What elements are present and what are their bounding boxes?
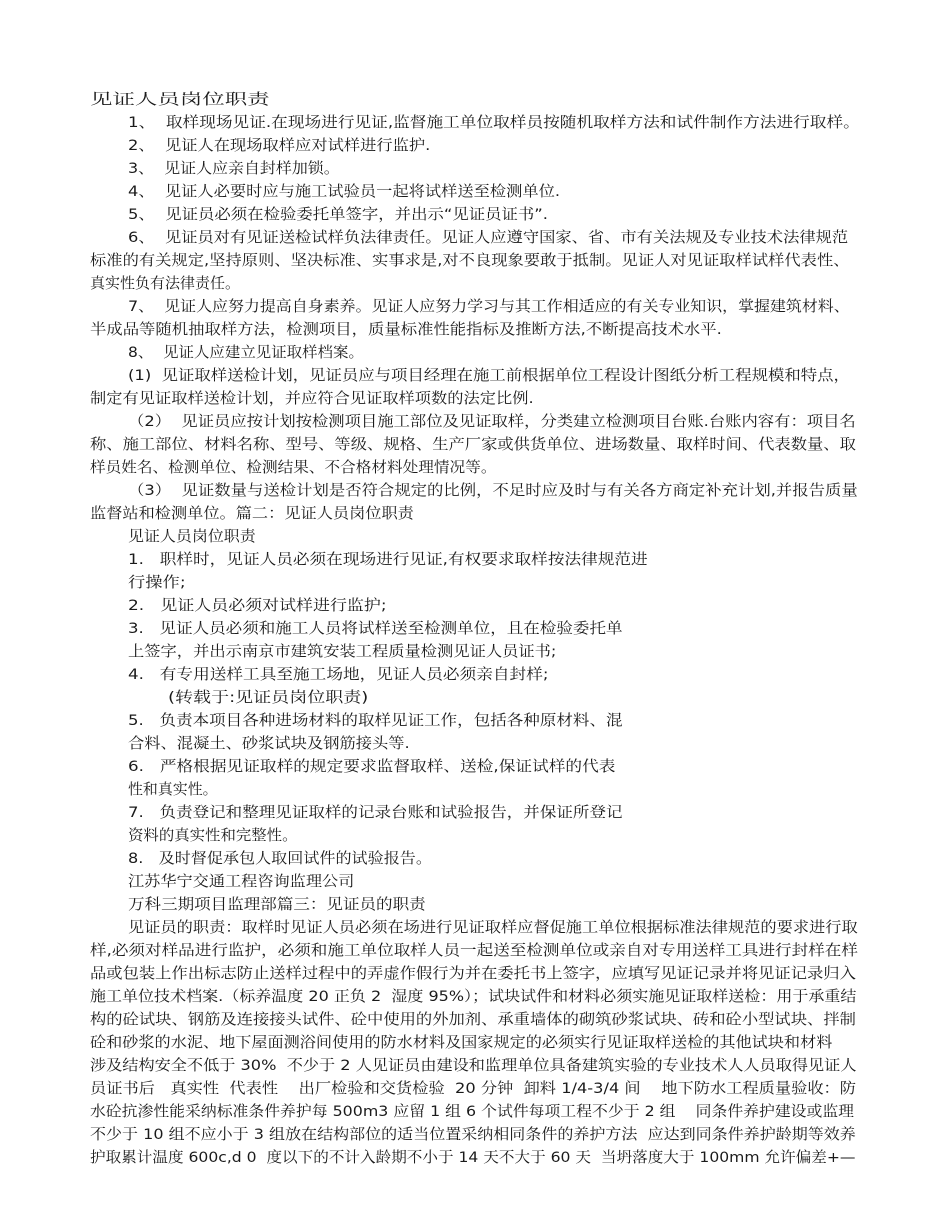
- text-line: 涉及结构安全不低于 30% 不少于 2 人见证员由建设和监理单位具备建筑实验的专业技术人人员取得见证人: [90, 1057, 857, 1074]
- text-line: 7. 负责登记和整理见证取样的记录台账和试验报告，并保证所登记: [128, 804, 623, 821]
- section-title: 见证人员岗位职责: [128, 528, 256, 545]
- text-line: 砼和砂浆的水泥、地下屋面测浴间使用的防水材料及国家规定的必须实行见证取样送检的其他试块和材料: [90, 1034, 833, 1051]
- text-line: 样员姓名、检测单位、检测结果、不合格材料处理情况等。: [90, 459, 497, 476]
- text-line: 6. 严格根据见证取样的规定要求监督取样、送检,保证试样的代表: [128, 758, 616, 775]
- text-line: 称、施工部位、材料名称、型号、等级、规格、生产厂家或供货单位、进场数量、取样时间、代表数量、取: [90, 436, 856, 453]
- text-line: 护取累计温度 600c,d 0 度以下的不计入龄期不小于 14 天不大于 60 天 当坍落度大于 100mm 允许偏差+—: [90, 1149, 856, 1166]
- text-line: 5. 负责本项目各种进场材料的取样见证工作，包括各种原材料、混: [128, 712, 623, 729]
- text-line: 施工单位技术档案.（标养温度 20 正负 2 湿度 95%）；试块试件和材料必须实施见证取样送检：用于承重结: [90, 988, 857, 1005]
- text-line: 标准的有关规定,坚持原则、坚决标准、实事求是,对不良现象要敢于抵制。见证人对见证取样试样代表性、: [90, 252, 850, 269]
- text-line: 合料、混凝土、砂浆试块及钢筋接头等.: [128, 735, 410, 752]
- text-line: 品或包装上作出标志防止送样过程中的弄虚作假行为并在委托书上签字，应填写见证记录并将见证记录归入: [90, 965, 856, 982]
- text-line: 5、 见证员必须在检验委托单签字，并出示“见证员证书”.: [128, 206, 548, 223]
- text-line: 8. 及时督促承包人取回试件的试验报告。: [128, 850, 432, 867]
- company-name: 江苏华宁交通工程咨询监理公司: [128, 873, 355, 890]
- text-line: 行操作;: [128, 574, 186, 591]
- text-line: 水砼抗渗性能采纳标准条件养护每 500m3 应留 1 组 6 个试件每项工程不少于 2 组 同条件养护建设或监理: [90, 1103, 855, 1120]
- text-line: 3、 见证人应亲自封样加锁。: [128, 160, 340, 177]
- text-line: 1. 职样时，见证人员必须在现场进行见证,有权要求取样按法律规范进: [128, 551, 648, 568]
- text-line: 1、 取样现场见证.在现场进行见证,监督施工单位取样员按随机取样方法和试件制作方法进行取样。: [128, 114, 860, 131]
- text-line: （3） 见证数量与送检计划是否符合规定的比例，不足时应及时与有关各方商定补充计划,并报告质量: [128, 482, 858, 499]
- text-line: 不少于 10 组不应小于 3 组放在结构部位的适当位置采纳相同条件的养护方法 应达到同条件养护龄期等效养: [90, 1126, 856, 1143]
- text-line: 4、 见证人必要时应与施工试验员一起将试样送至检测单位.: [128, 183, 561, 200]
- text-line: （2） 见证员应按计划按检测项目施工部位及见证取样，分类建立检测项目台账.台账内容有：项目名: [128, 413, 856, 430]
- text-line: 上签字，并出示南京市建筑安装工程质量检测见证人员证书;: [128, 643, 557, 660]
- text-line: 样,必须对样品进行监护，必须和施工单位取样人员一起送至检测单位或亲自对专用送样工具进行封样在样: [90, 942, 858, 959]
- text-line: 2. 见证人员必须对试样进行监护;: [128, 597, 387, 614]
- text-line: 半成品等随机抽取样方法，检测项目，质量标准性能指标及推断方法,不断提高技术水平.: [90, 321, 722, 338]
- text-line: 监督站和检测单位。篇二：见证人员岗位职责: [90, 505, 414, 522]
- doc-title: 见证人员岗位职责: [90, 91, 270, 108]
- text-line: 资料的真实性和完整性。: [128, 827, 298, 844]
- text-line: 员证书后 真实性 代表性 出厂检验和交货检验 20 分钟 卸料 1/4-3/4 间 地下防水工程质量验收：防: [90, 1080, 856, 1097]
- section-title: 万科三期项目监理部篇三：见证员的职责: [128, 896, 426, 913]
- text-line: 4. 有专用送样工具至施工场地，见证人员必须亲自封样;: [128, 666, 549, 683]
- text-line: 见证员的职责：取样时见证人员必须在场进行见证取样应督促施工单位根据标准法律规范的要求进行取: [128, 919, 858, 936]
- text-line: (转载于:见证员岗位职责): [168, 689, 369, 706]
- text-line: 构的砼试块、钢筋及连接接头试件、砼中使用的外加剂、承重墙体的砌筑砂浆试块、砖和砼小型试块、拌制: [90, 1011, 856, 1028]
- text-line: 真实性负有法律责任。: [90, 275, 240, 292]
- text-line: 8、 见证人应建立见证取样档案。: [128, 344, 364, 361]
- text-line: 性和真实性。: [128, 781, 218, 798]
- text-line: 6、 见证员对有见证送检试样负法律责任。见证人应遵守国家、省、市有关法规及专业技术法律规范: [128, 229, 849, 246]
- text-line: 7、 见证人应努力提高自身素养。见证人应努力学习与其工作相适应的有关专业知识，掌握建筑材料、: [128, 298, 850, 315]
- text-line: (1) 见证取样送检计划，见证员应与项目经理在施工前根据单位工程设计图纸分析工程规模和特点，: [128, 367, 850, 384]
- text-line: 制定有见证取样送检计划，并应符合见证取样项数的法定比例.: [90, 390, 534, 407]
- text-line: 3. 见证人员必须和施工人员将试样送至检测单位，且在检验委托单: [128, 620, 623, 637]
- text-line: 2、 见证人在现场取样应对试样进行监护.: [128, 137, 431, 154]
